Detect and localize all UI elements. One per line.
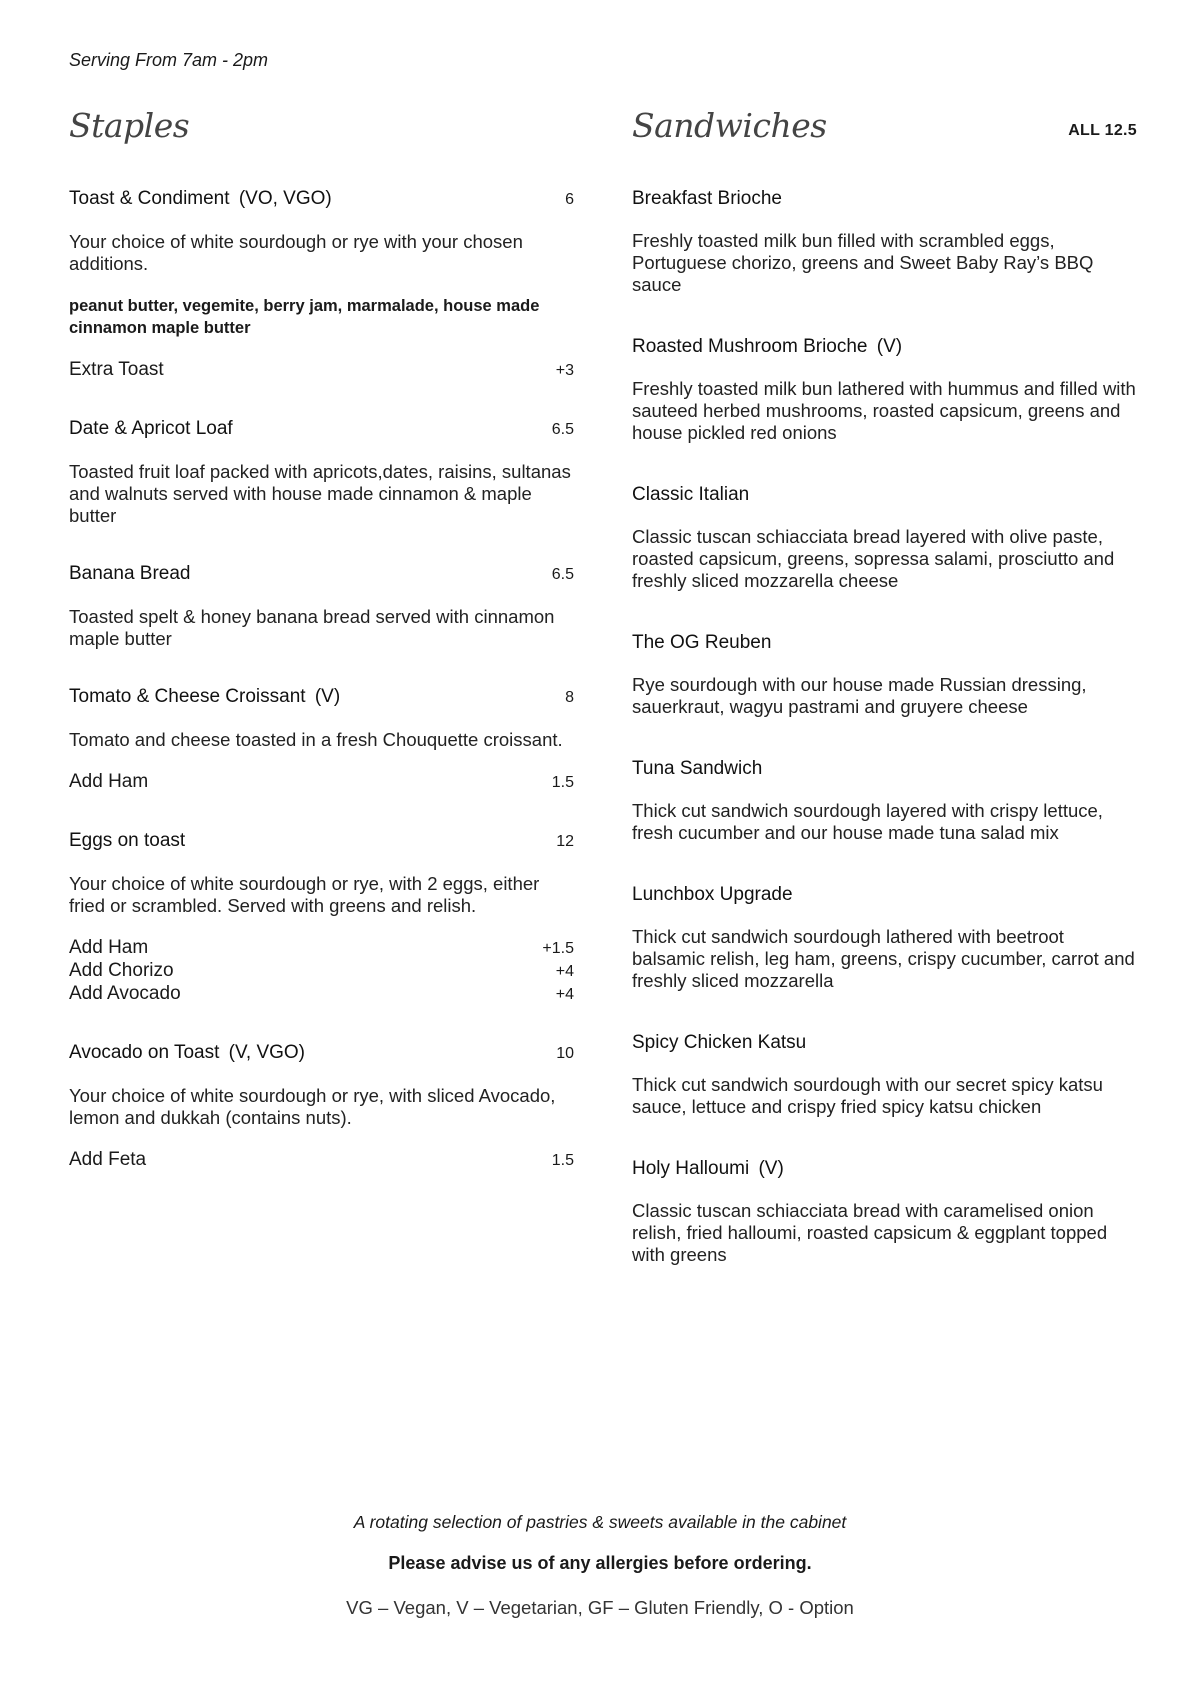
item-name: Lunchbox Upgrade (632, 884, 793, 905)
item-description: Your choice of white sourdough or rye with your chosen additions. (69, 231, 523, 274)
sandwiches-price-note: ALL 12.5 (1068, 122, 1137, 139)
addon-row (69, 937, 574, 960)
addon-price: 1.5 (551, 774, 574, 791)
item-description: Thick cut sandwich sourdough layered with crispy lettuce, fresh cucumber and our house made tuna salad mix (632, 800, 1103, 843)
item-price: 6.5 (551, 421, 574, 438)
item-name: Eggs on toast (69, 830, 186, 851)
menu-item (632, 884, 1137, 992)
item-description: Classic tuscan schiacciata bread layered with olive paste, roasted capsicum, greens, sopressa salami, prosciutto and freshly sliced mozzarella cheese (632, 526, 1115, 591)
menu-item (632, 336, 1137, 444)
sandwiches-title: Sandwiches (632, 106, 827, 145)
addon-list (69, 937, 574, 1006)
addon-name: Add Avocado (69, 983, 181, 1004)
addon-price: +4 (555, 963, 574, 980)
staples-section (69, 104, 574, 1202)
sandwiches-header (632, 104, 1137, 188)
item-description: Classic tuscan schiacciata bread with caramelised onion relish, fried halloumi, roasted capsicum & eggplant topped with greens (632, 1200, 1108, 1265)
item-name: Avocado on Toast (V, VGO) (69, 1042, 306, 1063)
item-description: Toasted fruit loaf packed with apricots,dates, raisins, sultanas and walnuts served with house made cinnamon & maple butter (69, 461, 571, 526)
addon-list (69, 359, 574, 382)
menu-item (632, 632, 1137, 718)
dietary-tag: (V) (314, 686, 341, 707)
item-price: 8 (565, 689, 574, 706)
menu-item (69, 686, 574, 794)
item-name: Tuna Sandwich (632, 758, 763, 779)
item-description: Thick cut sandwich sourdough with our secret spicy katsu sauce, lettuce and crispy fried spicy katsu chicken (632, 1074, 1103, 1117)
item-description: Freshly toasted milk bun filled with scrambled eggs, Portuguese chorizo, greens and Sweet Baby Ray’s BBQ sauce (632, 230, 1094, 295)
item-name: Classic Italian (632, 484, 750, 505)
item-name: The OG Reuben (632, 632, 772, 653)
item-description: Tomato and cheese toasted in a fresh Chouquette croissant. (69, 729, 563, 750)
serving-hours: Serving From 7am - 2pm (69, 50, 269, 70)
menu-item (632, 484, 1137, 592)
menu-item (632, 188, 1137, 296)
menu-item (632, 1158, 1137, 1266)
addon-list (69, 771, 574, 794)
addon-row (69, 359, 574, 382)
item-price: 6.5 (551, 566, 574, 583)
item-price: 12 (556, 833, 574, 850)
item-description: Rye sourdough with our house made Russian dressing, sauerkraut, wagyu pastrami and gruyere cheese (632, 674, 1087, 717)
item-name: Toast & Condiment (VO, VGO) (69, 188, 332, 209)
menu-item (632, 758, 1137, 844)
item-description: Toasted spelt & honey banana bread served with cinnamon maple butter (69, 606, 555, 649)
addon-name: Add Ham (69, 771, 149, 792)
menu-item (69, 563, 574, 650)
menu-item (69, 1042, 574, 1172)
item-name: Roasted Mushroom Brioche (V) (632, 336, 903, 357)
addon-price: +4 (555, 986, 574, 1003)
allergy-notice: Please advise us of any allergies before ordering. (388, 1553, 812, 1573)
condiment-list: peanut butter, vegemite, berry jam, marmalade, house made cinnamon maple butter (69, 297, 540, 337)
item-name: Holy Halloumi (V) (632, 1158, 784, 1179)
staples-title: Staples (69, 106, 190, 145)
item-name: Banana Bread (69, 563, 191, 584)
menu-item (69, 188, 574, 382)
addon-row (69, 1149, 574, 1172)
pastries-note: A rotating selection of pastries & sweets available in the cabinet (353, 1512, 847, 1532)
dietary-tag: (VO, VGO) (238, 188, 332, 209)
item-name: Date & Apricot Loaf (69, 418, 233, 439)
menu-item (632, 1032, 1137, 1118)
item-description: Thick cut sandwich sourdough lathered with beetroot balsamic relish, leg ham, greens, crispy cucumber, carrot and freshly sliced mozzarella (632, 926, 1135, 991)
dietary-tag: (V) (876, 336, 903, 357)
addon-list (69, 1149, 574, 1172)
menu-item (69, 830, 574, 1006)
dietary-tag: (V) (758, 1158, 784, 1179)
addon-row (69, 983, 574, 1006)
addon-name: Add Feta (69, 1149, 147, 1170)
addon-name: Extra Toast (69, 359, 164, 380)
sandwiches-section (632, 104, 1137, 1306)
dietary-legend: VG – Vegan, V – Vegetarian, GF – Gluten Friendly, O - Option (346, 1597, 854, 1618)
item-name: Tomato & Cheese Croissant (V) (69, 686, 341, 707)
dietary-tag: (V, VGO) (228, 1042, 306, 1063)
addon-row (69, 960, 574, 983)
item-price: 6 (565, 191, 574, 208)
item-name: Breakfast Brioche (632, 188, 782, 209)
staples-header (69, 104, 574, 188)
item-description: Your choice of white sourdough or rye, with 2 eggs, either fried or scrambled. Served with greens and relish. (69, 873, 540, 916)
addon-price: +3 (555, 362, 574, 379)
item-name: Spicy Chicken Katsu (632, 1032, 807, 1053)
item-description: Freshly toasted milk bun lathered with hummus and filled with sauteed herbed mushrooms, roasted capsicum, greens and house pickled red onions (632, 378, 1136, 443)
menu-item (69, 418, 574, 527)
addon-price: 1.5 (551, 1152, 574, 1169)
addon-name: Add Ham (69, 937, 149, 958)
item-price: 10 (556, 1045, 574, 1062)
addon-row (69, 771, 574, 794)
addon-name: Add Chorizo (69, 960, 174, 981)
addon-price: +1.5 (542, 940, 574, 957)
item-description: Your choice of white sourdough or rye, with sliced Avocado, lemon and dukkah (contains nuts). (69, 1085, 556, 1128)
